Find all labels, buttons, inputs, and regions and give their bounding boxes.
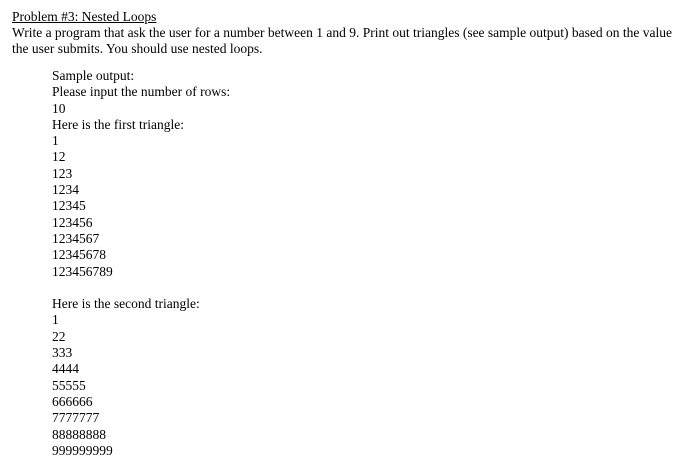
first-triangle-heading: Here is the first triangle: [52, 116, 184, 132]
triangle-row: 12345678 [52, 247, 106, 263]
input-value: 10 [52, 100, 66, 116]
triangle-row: 12 [52, 149, 66, 165]
sample-output-header: Sample output: [52, 68, 135, 83]
triangle-row: 666666 [52, 393, 93, 409]
triangle-row: 22 [52, 328, 66, 344]
spacer [52, 280, 230, 296]
second-triangle-heading: Here is the second triangle: [52, 296, 200, 312]
triangle-row: 1 [52, 133, 59, 149]
triangle-row: 123 [52, 165, 73, 181]
triangle-row: 333 [52, 345, 73, 361]
triangle-row: 55555 [52, 377, 86, 393]
first-triangle [52, 133, 230, 280]
problem-title: Problem #3: Nested Loops [12, 9, 157, 24]
input-prompt: Please input the number of rows: [52, 84, 231, 100]
triangle-row: 88888888 [52, 426, 106, 442]
triangle-row: 1234567 [52, 230, 100, 246]
second-triangle [52, 312, 230, 459]
triangle-row: 1 [52, 312, 59, 328]
problem-description: Write a program that ask the user for a number between 1 and 9. Print out triangles (see sample output) based on the value the user submits. You should use nested loops. [12, 25, 673, 56]
triangle-row: 123456 [52, 214, 93, 230]
triangle-row: 123456789 [52, 263, 113, 279]
triangle-row: 1234 [52, 182, 79, 198]
triangle-row: 7777777 [52, 410, 100, 426]
sample-output [52, 68, 230, 459]
triangle-row: 12345 [52, 198, 86, 214]
document [12, 9, 692, 57]
triangle-row: 999999999 [52, 442, 113, 458]
triangle-row: 4444 [52, 361, 79, 377]
